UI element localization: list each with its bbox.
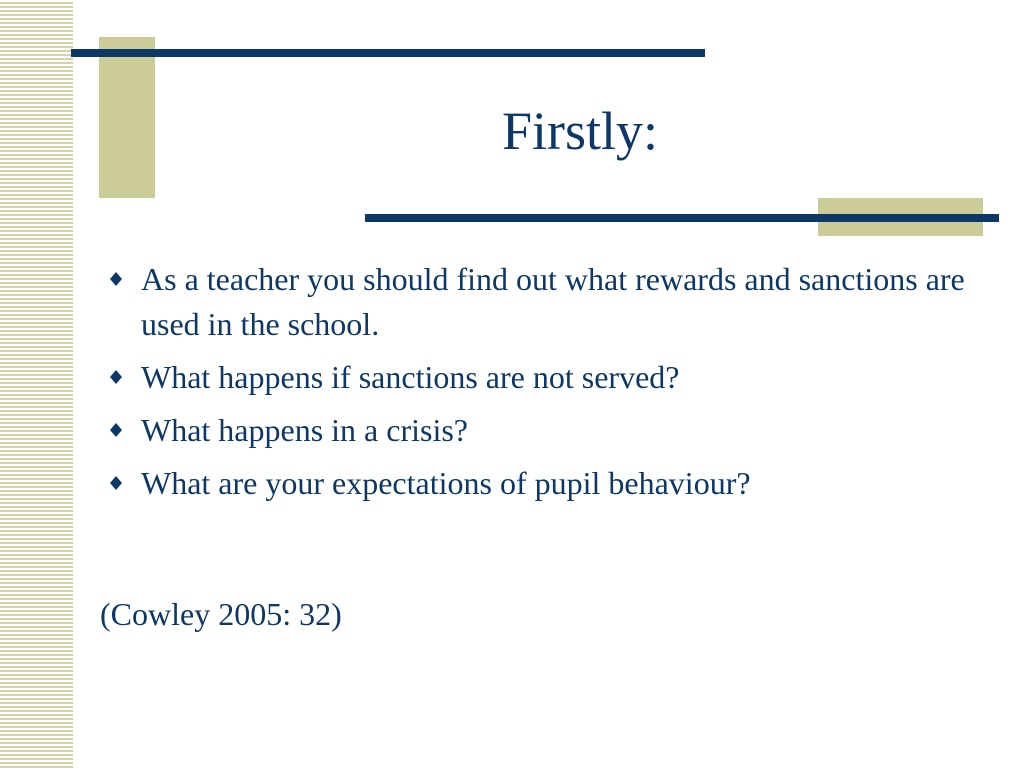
bullet-text: What happens in a crisis? <box>141 412 468 448</box>
tan-block-decoration-top <box>99 37 155 198</box>
bullet-item <box>100 408 980 453</box>
diamond-bullet-icon <box>108 266 124 292</box>
bullet-item <box>100 257 980 347</box>
diamond-bullet-icon <box>108 417 124 443</box>
navy-rule-bottom <box>365 214 999 222</box>
slide-title: Firstly: <box>501 101 659 161</box>
left-stripe-decoration <box>0 0 73 768</box>
bullet-item <box>100 355 980 400</box>
bullet-text: As a teacher you should find out what rewards and sanctions are used in the school. <box>141 261 965 342</box>
bullet-item <box>100 461 980 506</box>
bullet-list <box>100 257 980 514</box>
bullet-text: What are your expectations of pupil behaviour? <box>141 465 751 501</box>
citation: (Cowley 2005: 32) <box>100 596 342 632</box>
bullet-text: What happens if sanctions are not served? <box>141 359 680 395</box>
diamond-bullet-icon <box>108 364 124 390</box>
navy-rule-top <box>71 49 705 57</box>
diamond-bullet-icon <box>108 470 124 496</box>
